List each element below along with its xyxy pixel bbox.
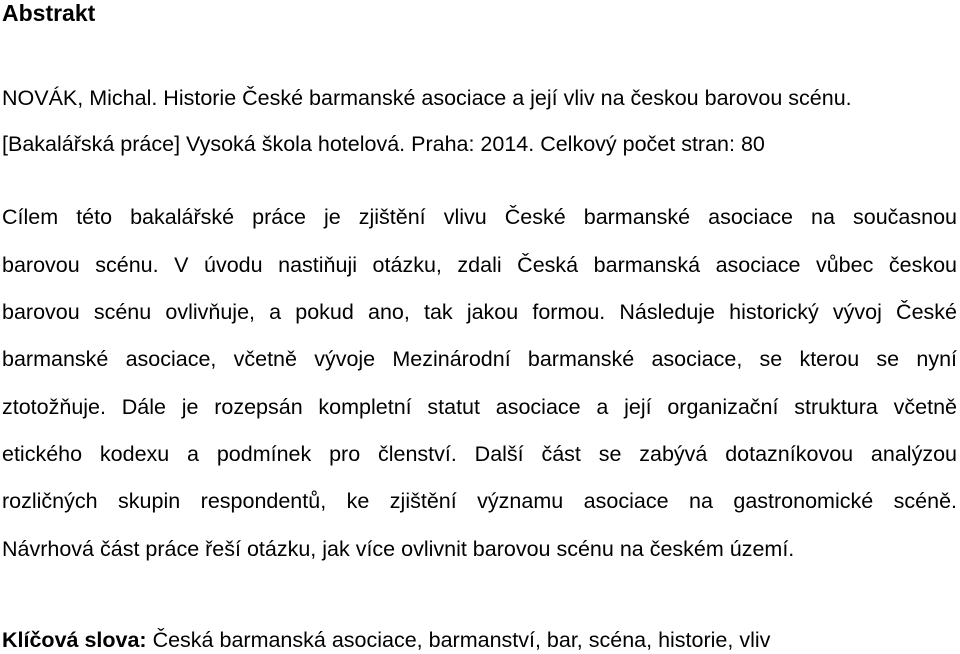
abstract-line-5: ztotožňuje. Dále je rozepsán kompletní statut asociace a její organizační struktura včetně — [2, 395, 957, 419]
page-title: Abstrakt — [2, 0, 96, 26]
abstract-line-2: barovou scénu. V úvodu nastiňuji otázku, zdali Česká barmanská asociace vůbec českou — [2, 253, 957, 277]
abstract-line-1: Cílem této bakalářské práce je zjištění vlivu České barmanské asociace na současnou — [2, 205, 957, 229]
keywords-label: Klíčová slova: — [2, 628, 147, 652]
keywords — [2, 626, 770, 654]
abstract-line-8: Návrhová část práce řeší otázku, jak více ovlivnit barovou scénu na českém území. — [2, 537, 795, 561]
abstract-line-4: barmanské asociace, včetně vývoje Mezinárodní barmanské asociace, se kterou se nyní — [2, 347, 957, 371]
citation-line-2: [Bakalářská práce] Vysoká škola hotelová. Praha: 2014. Celkový počet stran: 80 — [2, 132, 765, 156]
abstract-line-3: barovou scénu ovlivňuje, a pokud ano, tak jakou formou. Následuje historický vývoj České — [2, 300, 957, 324]
keywords-value: Česká barmanská asociace, barmanství, bar, scéna, historie, vliv — [152, 628, 771, 652]
citation-line-1: NOVÁK, Michal. Historie České barmanské asociace a její vliv na českou barovou scénu. — [2, 86, 852, 110]
abstract-line-7: rozličných skupin respondentů, ke zjištění významu asociace na gastronomické scéně. — [2, 489, 957, 513]
abstract-line-6: etického kodexu a podmínek pro členství. Další část se zabývá dotazníkovou analýzou — [2, 442, 957, 466]
